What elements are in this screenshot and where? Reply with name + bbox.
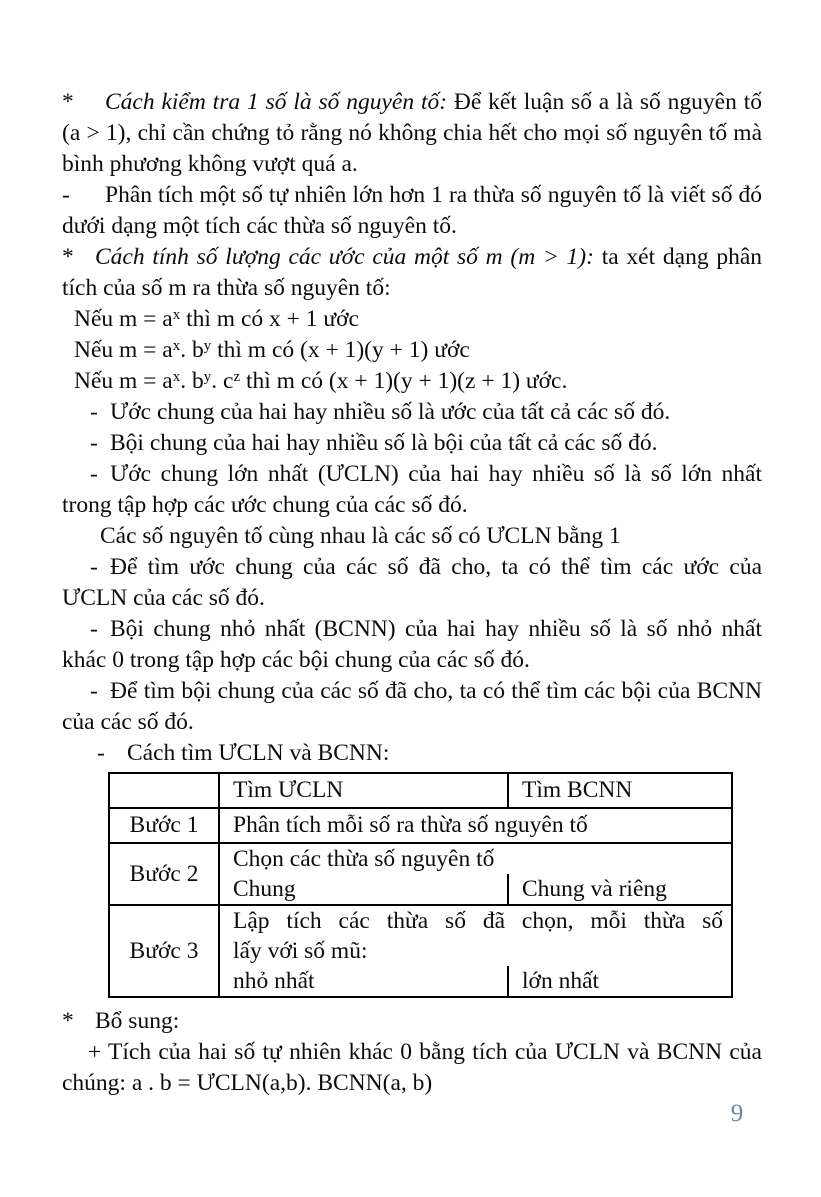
table-step1-cell: Bước 1 [110,809,220,842]
table-step2-split [220,874,731,904]
para-supplement-item [62,1037,762,1099]
table-step2-cell: Bước 2 [110,844,220,904]
table-step3-ucln-cell: nhỏ nhất [220,966,509,996]
bullet-common-multiple [62,428,762,459]
table-header-split [220,774,731,807]
formula-text: thì m có (x + 1)(y + 1)(z + 1) ước. [240,368,568,394]
dash-marker: - [90,461,98,487]
bullet-text: Cách tìm ƯCLN và BCNN: [127,740,390,766]
formula-text: thì m có x + 1 ước [180,306,359,332]
page-content [62,87,762,1099]
bullet-text: Để tìm ước chung của các số đã cho, ta có thể tìm các ước của ƯCLN của các số đó. [62,554,762,611]
page-number: 9 [730,1100,744,1127]
table-step3-span-line2: lấy với số mũ: [233,938,368,964]
table-row-step2 [110,842,731,904]
formula-line-1 [62,304,762,335]
para-prime-check-text: Để kết luận số a là số nguyên tố (a > 1), chỉ cần chứng tỏ rằng nó không chia hết cho mọi số nguyên tố mà bình phương không vượt quá a. [62,89,762,177]
asterisk-marker: * [62,89,74,115]
dash-marker: - [62,182,70,208]
dash-marker: - [97,740,105,766]
dash-marker: - [90,399,98,425]
formula-text: Nếu m = a [74,337,173,363]
bullet-find-common-divisor [62,552,762,614]
table-header-bcnn-cell: Tìm BCNN [522,777,633,803]
formula-text: . b [180,368,204,394]
dash-marker: - [90,430,98,456]
bullet-text: Ước chung lớn nhất (ƯCLN) của hai hay nhiều số là số lớn nhất trong tập hợp các ước chung của các số đó. [62,461,762,518]
dash-marker: - [90,616,98,642]
table-step3-bcnn-cell: lớn nhất [522,968,600,994]
exponent-y: y [203,369,212,385]
bullet-text: Để tìm bội chung của các số đã cho, ta có thể tìm các bội của BCNN của các số đó. [62,678,762,735]
para-factorization-text: Phân tích một số tự nhiên lớn hơn 1 ra thừa số nguyên tố là viết số đó dưới dạng một tích các thừa số nguyên tố. [62,182,762,239]
table-row-step1 [110,807,731,842]
para-divisor-count-text: ta xét dạng phân tích của số m ra thừa số nguyên tố: [62,244,763,301]
para-prime-check [62,87,762,180]
exponent-x: x [172,369,181,385]
para-prime-check-heading: Cách kiểm tra 1 số là số nguyên tố: [105,89,448,115]
formula-line-2 [62,335,762,366]
table-step3-split [220,966,731,996]
exponent-z: z [233,369,241,385]
table-step2-content [220,844,731,904]
asterisk-marker: * [62,1008,74,1034]
para-supplement-title [62,1006,762,1037]
table-step3-cell: Bước 3 [110,906,220,996]
exponent-x: x [172,338,181,354]
table-header-ucln-cell: Tìm ƯCLN [220,774,509,807]
supplement-item-text: Tích của hai số tự nhiên khác 0 bằng tích của ƯCLN và BCNN của chúng: a . b = ƯCLN(a,b). BCNN(a, b) [62,1039,762,1096]
bullet-common-divisor [62,397,762,428]
table-step2-ucln-cell: Chung [220,874,509,904]
table-step3-content [220,906,731,996]
formula-text: . b [180,337,204,363]
table-step2-span-text: Chọn các thừa số nguyên tố [233,846,495,872]
plus-marker: + [88,1039,102,1065]
supplement-title-text: Bổ sung: [95,1008,180,1034]
para-coprime-text: Các số nguyên tố cùng nhau là các số có ƯCLN bằng 1 [100,523,621,549]
bullet-text: Bội chung của hai hay nhiều số là bội của tất cả các số đó. [110,430,658,456]
table-step2-bcnn-cell: Chung và riêng [522,876,667,902]
bullet-text: Ước chung của hai hay nhiều số là ước của tất cả các số đó. [110,399,671,425]
exponent-x: x [172,307,181,323]
para-divisor-count [62,242,762,304]
asterisk-marker: * [62,244,74,270]
bullet-text: Bội chung nhỏ nhất (BCNN) của hai hay nhiều số là số nhỏ nhất khác 0 trong tập hợp các bội chung của các số đó. [62,616,762,673]
table-header-row [110,774,731,807]
bullet-bcnn-definition [62,614,762,676]
exponent-y: y [203,338,212,354]
table-step1-text: Phân tích mỗi số ra thừa số nguyên tố [233,812,588,838]
formula-text: Nếu m = a [74,368,173,394]
formula-text: . c [211,368,234,394]
bullet-find-common-multiple [62,676,762,738]
formula-text: Nếu m = a [74,306,173,332]
table-step1-content [220,809,731,842]
formula-text: thì m có (x + 1)(y + 1) ước [211,337,470,363]
formula-line-3 [62,366,762,397]
dash-marker: - [90,678,98,704]
dash-marker: - [90,554,98,580]
para-factorization [62,180,762,242]
table-step3-span-line1: Lập tích các thừa số đã chọn, mỗi thừa số [233,908,723,934]
bullet-ucln-definition [62,459,762,521]
para-coprime [62,521,762,552]
table-header-main [220,774,731,807]
table-header-step-cell [110,774,220,807]
bullet-method-title [62,738,762,769]
para-divisor-count-heading: Cách tính số lượng các ước của một số m (m > 1): [95,244,594,270]
ucln-bcnn-table [108,772,733,998]
table-row-step3 [110,904,731,996]
